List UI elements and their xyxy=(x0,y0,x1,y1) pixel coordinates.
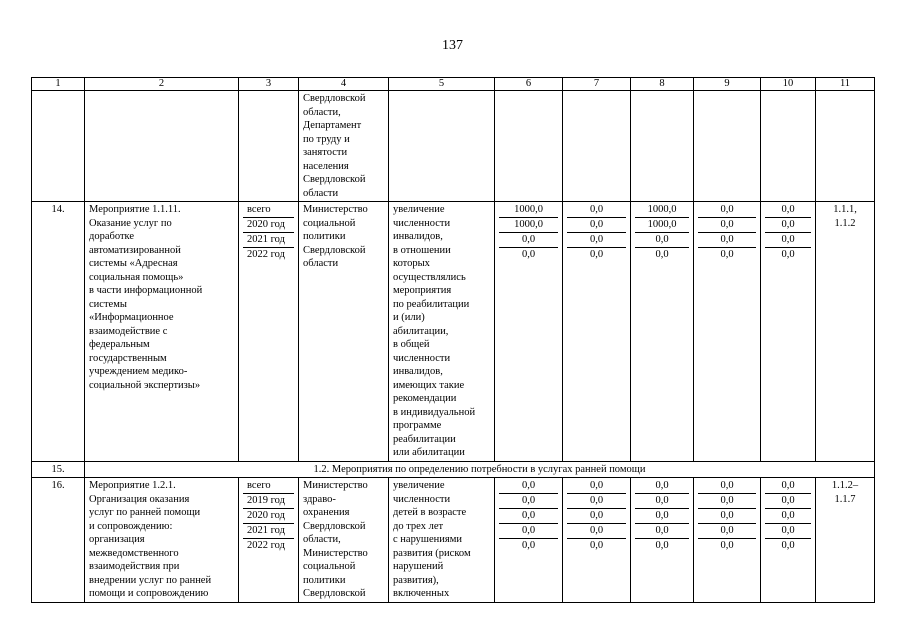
sub-cell: 0,0 xyxy=(567,233,626,248)
value-cell-6 xyxy=(495,478,563,603)
value-cell-9 xyxy=(694,478,761,603)
text-line: Организация оказания xyxy=(89,493,190,505)
sub-cell: всего xyxy=(243,479,294,494)
header-cell: 10 xyxy=(761,78,816,91)
sub-cell: 0,0 xyxy=(765,524,811,539)
text-line: Мероприятие 1.1.11. xyxy=(89,204,181,215)
sub-cell: 0,0 xyxy=(698,494,756,509)
sub-cell: 1000,0 xyxy=(499,218,558,233)
text-line: инвалидов, xyxy=(393,366,443,377)
text-line: Министерство xyxy=(303,480,368,491)
text-line: федеральным xyxy=(89,339,150,350)
text-line: инвалидов, xyxy=(393,231,443,242)
sub-cell: 0,0 xyxy=(765,233,811,248)
executor-cell xyxy=(299,478,389,603)
sub-cell: 0,0 xyxy=(635,494,689,509)
header-cell: 5 xyxy=(389,78,495,91)
sub-cell: 2022 год xyxy=(247,249,285,260)
sub-cell: 0,0 xyxy=(698,509,756,524)
text-line: 1.1.2– xyxy=(831,480,859,491)
text-line: политики xyxy=(303,574,346,586)
sub-cell: 0,0 xyxy=(635,479,689,494)
value-cell-8 xyxy=(631,202,694,462)
header-cell: 11 xyxy=(816,78,875,91)
text-line: увеличение xyxy=(393,480,445,491)
text-line: политики xyxy=(303,231,346,242)
text-line: Свердловской xyxy=(303,520,366,532)
sub-cell: 0,0 xyxy=(655,540,669,551)
sub-cell: 0,0 xyxy=(765,479,811,494)
period-cell xyxy=(239,202,299,462)
text-line: которых xyxy=(393,258,430,269)
text-line: абилитации, xyxy=(393,325,449,337)
text-line: взаимодействие с xyxy=(89,325,168,337)
measure-name xyxy=(85,478,239,603)
table-row xyxy=(32,478,875,603)
sub-cell: 0,0 xyxy=(567,524,626,539)
section-row xyxy=(32,461,875,478)
text-line: увеличение xyxy=(393,204,445,215)
text-line: Свердловской xyxy=(303,174,366,185)
sub-cell: 0,0 xyxy=(635,233,689,248)
sub-cell: 0,0 xyxy=(521,540,536,551)
goal-cell xyxy=(816,202,875,462)
sub-cell: 0,0 xyxy=(499,509,558,524)
text-line: включенных xyxy=(393,588,450,599)
row-number: 16. xyxy=(32,478,85,603)
sub-cell: 0,0 xyxy=(635,509,689,524)
text-line: до трех лет xyxy=(393,520,444,532)
executor-cell xyxy=(299,202,389,462)
sub-cell: 2022 год xyxy=(247,540,285,551)
text-line: развития (риском xyxy=(393,547,471,559)
text-line: Свердловской xyxy=(303,93,366,104)
sub-cell: 2020 год xyxy=(243,218,294,233)
text-line: межведомственного xyxy=(89,547,179,559)
sub-cell: 2021 год xyxy=(243,233,294,248)
sub-cell: 2021 год xyxy=(243,524,294,539)
indicator-cell xyxy=(389,202,495,462)
text-line: социальной xyxy=(303,561,356,572)
text-line: Свердловской xyxy=(303,588,366,599)
sub-cell: 0,0 xyxy=(698,218,756,233)
header-cell: 6 xyxy=(495,78,563,91)
sub-cell: 0,0 xyxy=(698,479,756,494)
sub-cell: 0,0 xyxy=(521,249,536,260)
sub-cell: 0,0 xyxy=(765,494,811,509)
text-line: области, xyxy=(303,534,341,545)
sub-cell: 0,0 xyxy=(567,203,626,218)
text-line: области, xyxy=(303,106,341,118)
text-line: по реабилитации xyxy=(393,298,470,310)
indicator-cell xyxy=(389,478,495,603)
header-cell: 2 xyxy=(85,78,239,91)
text-line: взаимодействия при xyxy=(89,561,180,572)
sub-cell: 0,0 xyxy=(567,218,626,233)
sub-cell: 0,0 xyxy=(781,540,795,551)
sub-cell: 0,0 xyxy=(589,540,604,551)
text-line: Свердловской xyxy=(303,244,366,256)
table-row xyxy=(32,202,875,462)
text-line: социальной xyxy=(303,217,356,229)
text-line: населения xyxy=(303,160,349,172)
value-cell-7 xyxy=(563,202,631,462)
text-line: в отношении xyxy=(393,244,451,256)
header-cell: 8 xyxy=(631,78,694,91)
sub-cell: 0,0 xyxy=(720,540,734,551)
page-number: 137 xyxy=(442,38,463,53)
text-line: с нарушениями xyxy=(393,534,463,545)
measure-name xyxy=(85,202,239,462)
text-line: учреждением медико- xyxy=(89,366,188,377)
row-number: 14. xyxy=(32,202,85,462)
text-line: охранения xyxy=(303,507,350,518)
sub-cell: 0,0 xyxy=(765,203,811,218)
goal-cell xyxy=(816,478,875,603)
text-line: услуг по ранней помощи xyxy=(89,507,201,518)
sub-cell: 0,0 xyxy=(765,509,811,524)
header-cell: 1 xyxy=(32,78,85,91)
sub-cell: 1000,0 xyxy=(635,203,689,218)
sub-cell: 0,0 xyxy=(499,479,558,494)
text-line: «Информационное xyxy=(89,312,174,323)
header-cell: 3 xyxy=(239,78,299,91)
period-cell xyxy=(239,478,299,603)
header-cell: 4 xyxy=(299,78,389,91)
text-line: 1.1.1, xyxy=(833,204,857,215)
header-row xyxy=(32,78,875,91)
sub-cell: 0,0 xyxy=(499,494,558,509)
text-line: социальной экспертизы» xyxy=(89,379,201,391)
executor-cell xyxy=(299,91,389,202)
row-number: 15. xyxy=(32,461,85,478)
text-line: Оказание услуг по xyxy=(89,217,172,229)
sub-cell: 0,0 xyxy=(655,249,669,260)
value-cell-8 xyxy=(631,478,694,603)
sub-cell: 0,0 xyxy=(499,233,558,248)
sub-cell: 0,0 xyxy=(589,249,604,260)
text-line: системы xyxy=(89,298,127,310)
header-cell: 9 xyxy=(694,78,761,91)
text-line: имеющих такие xyxy=(393,379,465,391)
sub-cell: 0,0 xyxy=(499,524,558,539)
sub-cell: 0,0 xyxy=(698,233,756,248)
text-line: социальная помощь» xyxy=(89,271,184,283)
value-cell-7 xyxy=(563,478,631,603)
text-line: доработке xyxy=(89,231,135,242)
text-line: и (или) xyxy=(393,312,425,323)
sub-cell: 0,0 xyxy=(720,249,734,260)
text-line: и сопровождению: xyxy=(89,520,173,532)
text-line: осуществлялись xyxy=(393,271,466,283)
sub-cell: 0,0 xyxy=(635,524,689,539)
text-line: по труду и xyxy=(303,133,350,145)
text-line: организация xyxy=(89,534,145,545)
sub-cell: 0,0 xyxy=(698,524,756,539)
value-cell-10 xyxy=(761,478,816,603)
text-line: мероприятия xyxy=(393,285,452,296)
text-line: или абилитации xyxy=(393,447,465,458)
text-line: занятости xyxy=(303,147,348,158)
text-line: в индивидуальной xyxy=(393,406,476,418)
text-line: в части информационной xyxy=(89,285,203,296)
sub-cell: 0,0 xyxy=(781,249,795,260)
text-line: автоматизированной xyxy=(89,244,181,256)
text-line: Министерство xyxy=(303,204,368,215)
sub-cell: 0,0 xyxy=(567,479,626,494)
value-cell-9 xyxy=(694,202,761,462)
text-line: численности xyxy=(393,493,451,505)
text-line: системы «Адресная xyxy=(89,258,178,269)
header-cell: 7 xyxy=(563,78,631,91)
text-line: в общей xyxy=(393,339,430,350)
continuation-row xyxy=(32,91,875,202)
text-line: Департамент xyxy=(303,120,362,131)
text-line: помощи и сопровождению xyxy=(89,588,209,599)
sub-cell: 1000,0 xyxy=(635,218,689,233)
sub-cell: 2019 год xyxy=(243,494,294,509)
text-line: государственным xyxy=(89,352,167,364)
text-line: численности xyxy=(393,352,451,364)
text-line: реабилитации xyxy=(393,433,456,445)
text-line: 1.1.2 xyxy=(834,217,856,229)
sub-cell: 0,0 xyxy=(698,203,756,218)
sub-cell: 2020 год xyxy=(243,509,294,524)
sub-cell: 0,0 xyxy=(567,509,626,524)
text-line: нарушений xyxy=(393,561,444,572)
value-cell-6 xyxy=(495,202,563,462)
program-table xyxy=(31,77,875,603)
text-line: Министерство xyxy=(303,547,368,559)
sub-cell: 1000,0 xyxy=(499,203,558,218)
text-line: детей в возрасте xyxy=(393,507,467,518)
text-line: 1.1.7 xyxy=(834,493,856,505)
text-line: внедрении услуг по ранней xyxy=(89,574,212,586)
text-line: здраво- xyxy=(303,493,336,505)
text-line: численности xyxy=(393,217,451,229)
section-title: 1.2. Мероприятия по определению потребности в услугах ранней помощи xyxy=(85,461,875,478)
sub-cell: 0,0 xyxy=(567,494,626,509)
text-line: области xyxy=(303,258,339,269)
text-line: Мероприятие 1.2.1. xyxy=(89,480,176,491)
text-line: рекомендации xyxy=(393,393,457,404)
text-line: развития), xyxy=(393,574,439,586)
sub-cell: 0,0 xyxy=(765,218,811,233)
text-line: программе xyxy=(393,420,442,431)
value-cell-10 xyxy=(761,202,816,462)
sub-cell: всего xyxy=(243,203,294,218)
text-line: области xyxy=(303,187,339,199)
